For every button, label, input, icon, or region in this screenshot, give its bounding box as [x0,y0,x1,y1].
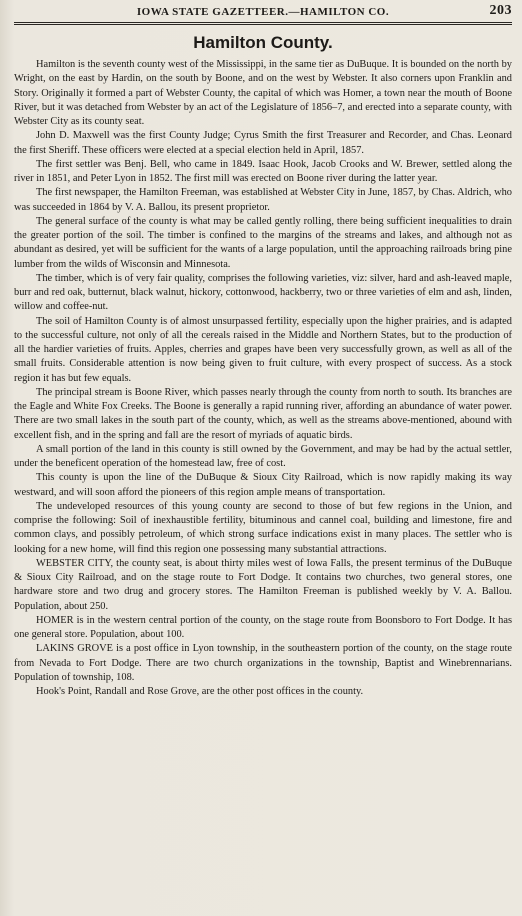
page-title: Hamilton County. [193,33,333,52]
paragraph-resources: The undeveloped resources of this young county are second to those of but few regions in the Union, and comprise the following: Soil of inexhaustible fertility, bituminous and cannel coal, building and limestone, fire and common clays, and possibly petroleum, of which strong surface indications exist in many places. The settler who is looking for a new home, will find this region one possessing many substantial attractions. [14,500,512,555]
header-rule [14,22,512,25]
running-title: IOWA STATE GAZETTEER.—HAMILTON CO. [136,6,390,18]
paragraph-homer: HOMER is in the western central portion of the county, on the stage route from Boonsboro to Fort Dodge. It has one general store. Population, about 100. [14,614,512,640]
paragraph-newspaper: The first newspaper, the Hamilton Freeman, was established at Webster City in June, 1857, by Chas. Aldrich, who was succeeded in 1864 by V. A. Ballou, its present proprietor. [14,187,512,213]
paragraph-government-land: A small portion of the land in this county is still owned by the Government, and may be had by the actual settler, under the beneficent operation of the homestead law, free of cost. [14,443,512,469]
paragraph-webster-city: WEBSTER CITY, the county seat, is about thirty miles west of Iowa Falls, the present terminus of the DuBuque & Sioux City Railroad, and on the stage route to Fort Dodge. It contains two churches, two general stores, one hardware store and two drug and grocery stores. The Hamilton Freeman is published weekly by V. A. Ballou. Population, about 250. [14,557,512,612]
article-body [14,58,512,699]
running-head [14,0,512,22]
paragraph-railroad: This county is upon the line of the DuBuque & Sioux City Railroad, which is now rapidly making its way westward, and will soon afford the pioneers of this region ample means of transportation. [14,472,512,498]
paragraph-origin: Hamilton is the seventh county west of the Mississippi, in the same tier as DuBuque. It is bounded on the north by Wright, on the east by Hardin, on the south by Boone, and on the west by Webster. It also corners upon Franklin and Story. Originally it formed a part of Webster County, the capital of which was Homer, a town near the mouth of Boone River, but it was detached from Webster by an act of the Legislature of 1856–7, and erected into a separate county, with Webster City as its county seat. [14,59,512,127]
page-number: 203 [489,3,512,18]
paragraph-soil: The soil of Hamilton County is of almost unsurpassed fertility, especially upon the higher prairies, and is adapted to the successful culture, not only of all the cereals raised in the Middle and Northern States, but to the production of all the hardier varieties of fruits. Apples, cherries and grapes have been very successfully grown, as well as all of the small fruits. Considerable attention is now being given to fruit culture, with every prospect of success. As a stock region it has but few equals. [14,315,512,384]
paragraph-lakins-grove: LAKINS GROVE is a post office in Lyon township, in the southeastern portion of the county, on the stage route from Nevada to Fort Dodge. There are two church organizations in the township, Baptist and Winebrennarians. Population of township, 108. [14,643,512,683]
paragraph-surface: The general surface of the county is what may be called gently rolling, there being sufficient inequalities to drain the greater portion of the soil. The timber is confined to the margins of the streams and lakes, and although not as abundant as desired, yet will be sufficient for the wants of a large population, until the approaching railroads bring pine lumber from the wilds of Wisconsin and Minnesota. [14,215,512,270]
paragraph-first-settler: The first settler was Benj. Bell, who came in 1849. Isaac Hook, Jacob Crooks and W. Brewer, settled along the river in 1851, and Peter Lyon in 1852. The first mill was erected on Boone river during the latter year. [14,158,512,184]
paragraph-timber: The timber, which is of very fair quality, comprises the following varieties, viz: silver, hard and ash-leaved maple, burr and red oak, butternut, black walnut, hickory, cottonwood, hackberry, two or three varieties of elm and ash, linden, willow and coffee-nut. [14,272,512,313]
paragraph-officers: John D. Maxwell was the first County Judge; Cyrus Smith the first Treasurer and Recorder, and Chas. Leonard the first Sheriff. These officers were elected at a special election held in April, 1857. [14,130,512,156]
paragraph-streams: The principal stream is Boone River, which passes nearly through the county from north to south. Its branches are the Eagle and White Fox Creeks. The Boone is generally a rapid running river, affording an abundance of water power. There are two small lakes in the south part of the county, which, as well as the streams above-mentioned, abound with excellent fish, and in the spring and fall are the resort of myriads of aquatic birds. [14,386,512,441]
paragraph-other-post-offices: Hook's Point, Randall and Rose Grove, are the other post offices in the county. [36,686,364,697]
